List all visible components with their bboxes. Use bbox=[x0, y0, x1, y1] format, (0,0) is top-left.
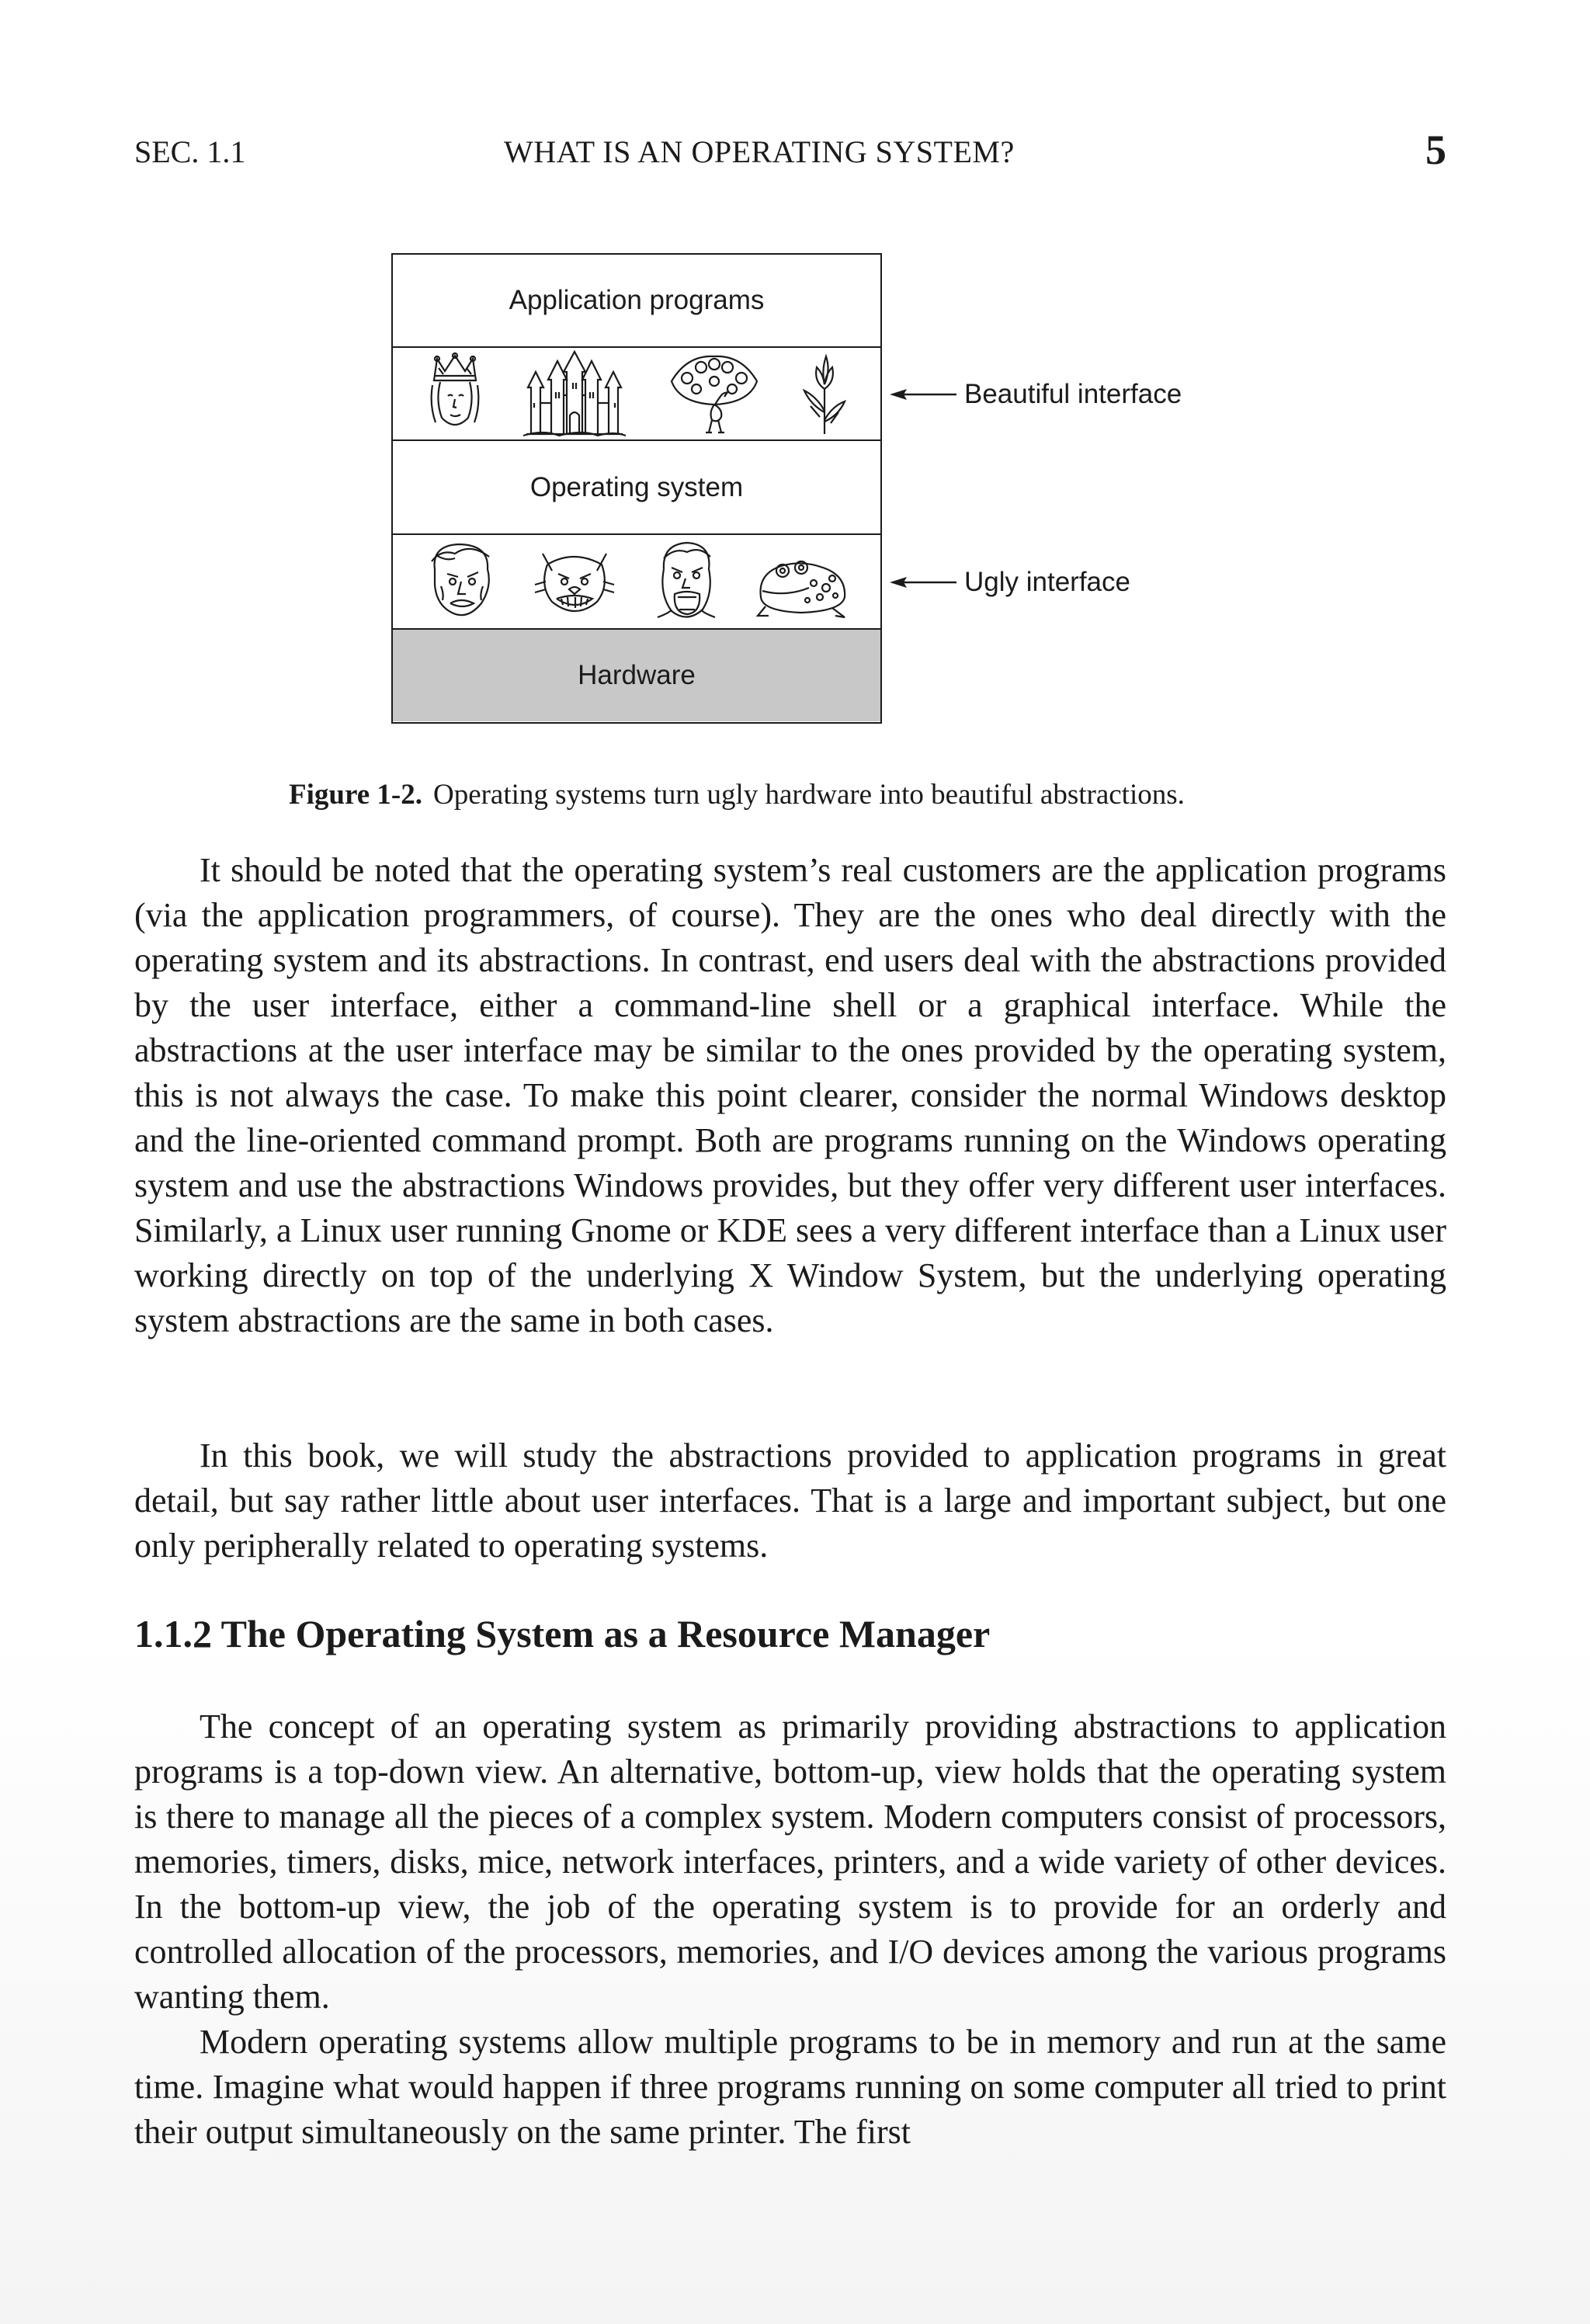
ugly-interface-annotation bbox=[890, 567, 1130, 598]
beautiful-interface-label: Beautiful interface bbox=[964, 379, 1182, 409]
toad-icon bbox=[755, 543, 849, 620]
flower-icon bbox=[800, 350, 849, 437]
page-number: 5 bbox=[1425, 127, 1446, 173]
beautiful-interface-layer bbox=[393, 348, 880, 441]
section-number: SEC. 1.1 bbox=[134, 134, 246, 169]
figure-caption-text: Operating systems turn ugly hardware into beautiful abstractions. bbox=[432, 779, 1185, 811]
application-programs-layer bbox=[393, 255, 880, 348]
beautiful-interface-annotation bbox=[890, 379, 1182, 410]
grumpy-man-icon bbox=[424, 538, 498, 625]
body-paragraph bbox=[134, 1433, 1446, 1568]
section-heading: 1.1.2 The Operating System as a Resource Manager bbox=[134, 1612, 991, 1655]
application-programs-label: Application programs bbox=[509, 285, 765, 315]
running-header bbox=[134, 126, 1446, 172]
hardware-layer bbox=[393, 630, 880, 721]
operating-system-layer bbox=[393, 441, 880, 535]
queen-portrait-icon bbox=[425, 351, 485, 436]
left-arrow-icon bbox=[890, 575, 956, 590]
hardware-label: Hardware bbox=[578, 660, 696, 690]
body-paragraph bbox=[134, 848, 1446, 1343]
snarling-dog-icon bbox=[532, 538, 617, 625]
body-paragraph bbox=[134, 2020, 1446, 2155]
chapter-section-title: WHAT IS AN OPERATING SYSTEM? bbox=[504, 134, 1015, 169]
body-paragraph bbox=[134, 1704, 1446, 2020]
figure-caption-label: Figure 1-2. bbox=[289, 779, 422, 811]
left-arrow-icon bbox=[890, 387, 956, 402]
layer-stack-diagram bbox=[391, 253, 882, 724]
figure-1-2 bbox=[391, 253, 1269, 727]
peacock-icon bbox=[664, 350, 765, 437]
ugly-interface-label: Ugly interface bbox=[964, 567, 1130, 597]
castle-icon bbox=[520, 349, 629, 439]
paragraph-multiple-programs: Modern operating systems allow multiple programs to be in memory and run at the same time. Imagine what would happen if three programs running on some computer all tried to print their output simultaneously on the same printer. The first bbox=[134, 2023, 1446, 2151]
screaming-man-icon bbox=[651, 538, 721, 625]
paragraph-customers: It should be noted that the operating system’s real customers are the application programs (via the application programmers, of course). They are the ones who deal directly with the operating system and its abstractions. In contrast, end users deal with the abstractions provided by the user interface, either a command-line shell or a graphical interface. While the abstractions at the user interface may be similar to the ones provided by the operating system, this is not always the case. To make this point clearer, consider the normal Windows desktop and the line-oriented command prompt. Both are programs running on the Windows operating system and use the abstractions Windows provides, but they offer very different user interfaces. Similarly, a Linux user running Gnome or KDE sees a very different interface than a Linux user working directly on top of the underlying X Window System, but the underlying operating system abstractions are the same in both cases. bbox=[134, 851, 1446, 1339]
ugly-interface-layer bbox=[393, 535, 880, 630]
paragraph-this-book: In this book, we will study the abstractions provided to application programs in great detail, but say rather little about user interfaces. That is a large and important subject, but one only peripherally related to operating systems. bbox=[134, 1436, 1446, 1565]
figure-caption bbox=[289, 778, 1185, 811]
operating-system-label: Operating system bbox=[529, 471, 744, 502]
paragraph-resource-manager: The concept of an operating system as primarily providing abstractions to application programs is a top-down view. An alternative, bottom-up, view holds that the operating system is there to manage all the pieces of a complex system. Modern computers consist of processors, memories, timers, disks, mice, network interfaces, printers, and a wide variety of other devices. In the bottom-up view, the job of the operating system is to provide for an orderly and controlled allocation of the processors, memories, and I/O devices among the various programs wanting them. bbox=[134, 1707, 1446, 2016]
